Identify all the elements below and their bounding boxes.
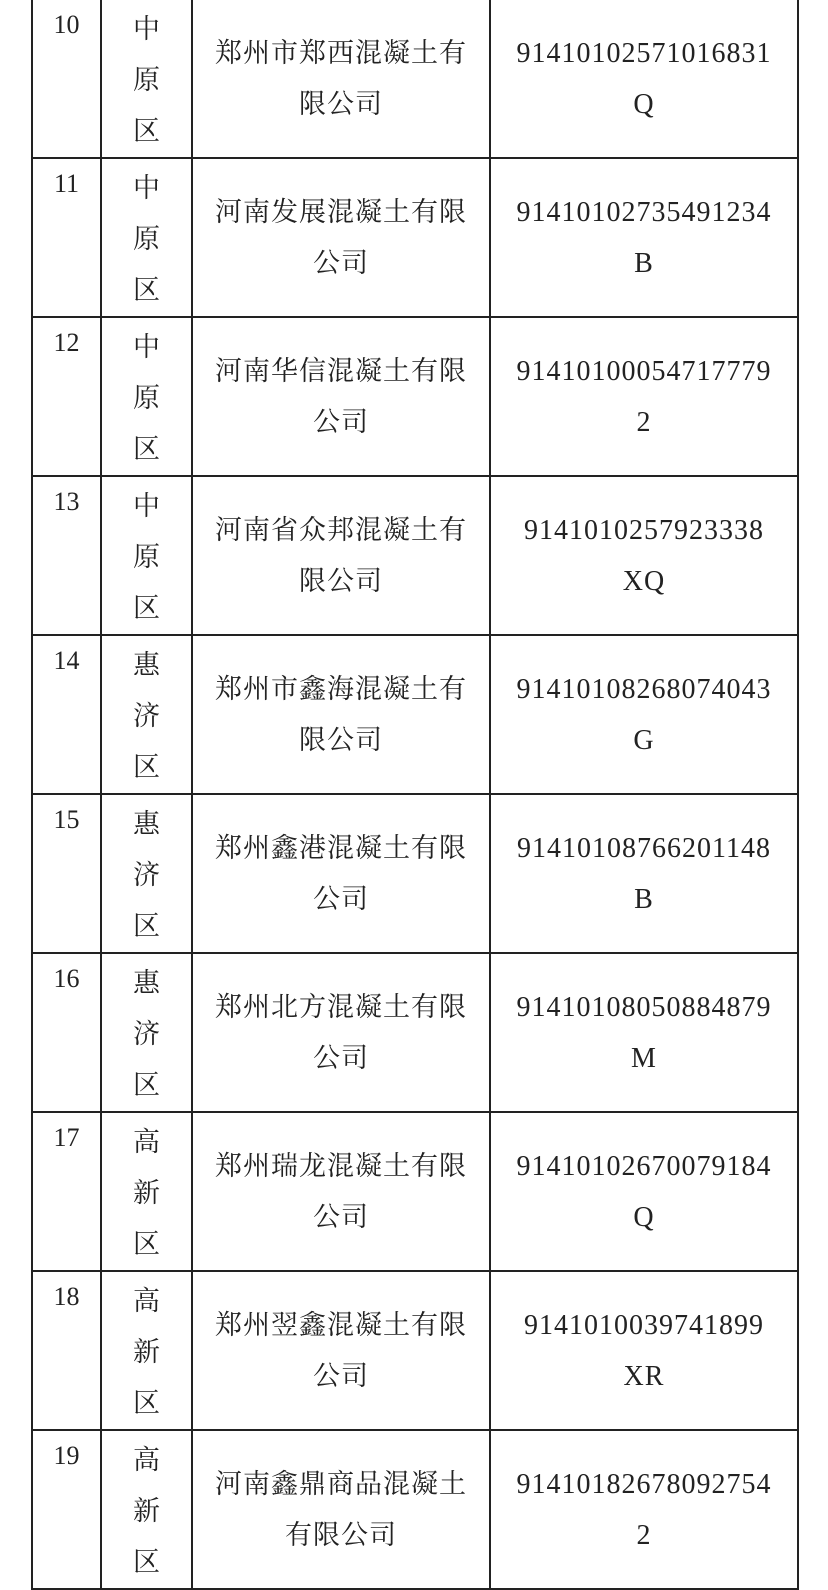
table-row [32,317,798,476]
table-row [32,953,798,1112]
row-number: 17 [32,1112,101,1271]
district-cell: 中 原 区 [101,0,192,158]
table-row [32,635,798,794]
credit-code: 91410102735491234 B [490,158,798,317]
district-cell: 惠 济 区 [101,794,192,953]
credit-code: 9141010257923338 XQ [490,476,798,635]
company-name: 郑州北方混凝土有限公司 [192,953,490,1112]
district-cell: 惠 济 区 [101,953,192,1112]
table-row [32,476,798,635]
company-name: 郑州翌鑫混凝土有限公司 [192,1271,490,1430]
district-cell: 高 新 区 [101,1271,192,1430]
table-row [32,1430,798,1589]
table-row [32,158,798,317]
credit-code: 91410102571016831 Q [490,0,798,158]
district-cell: 高 新 区 [101,1112,192,1271]
row-number: 12 [32,317,101,476]
company-name: 河南华信混凝土有限公司 [192,317,490,476]
credit-code: 91410102670079184 Q [490,1112,798,1271]
company-name: 河南发展混凝土有限公司 [192,158,490,317]
company-name: 河南省众邦混凝土有限公司 [192,476,490,635]
district-cell: 中 原 区 [101,158,192,317]
credit-code: 91410108268074043 G [490,635,798,794]
credit-code: 91410108050884879 M [490,953,798,1112]
district-cell: 中 原 区 [101,317,192,476]
row-number: 11 [32,158,101,317]
company-name: 郑州鑫港混凝土有限公司 [192,794,490,953]
credit-code: 91410108766201148 B [490,794,798,953]
table-row [32,794,798,953]
company-name: 郑州市郑西混凝土有限公司 [192,0,490,158]
credit-code: 91410182678092754 2 [490,1430,798,1589]
credit-code: 9141010039741899 XR [490,1271,798,1430]
row-number: 15 [32,794,101,953]
table-row [32,1271,798,1430]
company-name: 郑州市鑫海混凝土有限公司 [192,635,490,794]
district-cell: 惠 济 区 [101,635,192,794]
district-cell: 高 新 区 [101,1430,192,1589]
row-number: 14 [32,635,101,794]
table-row [32,0,798,158]
credit-code: 91410100054717779 2 [490,317,798,476]
district-cell: 中 原 区 [101,476,192,635]
row-number: 18 [32,1271,101,1430]
row-number: 19 [32,1430,101,1589]
row-number: 13 [32,476,101,635]
company-table [31,0,799,1590]
company-name: 郑州瑞龙混凝土有限公司 [192,1112,490,1271]
row-number: 10 [32,0,101,158]
company-name: 河南鑫鼎商品混凝土有限公司 [192,1430,490,1589]
row-number: 16 [32,953,101,1112]
table-row [32,1112,798,1271]
